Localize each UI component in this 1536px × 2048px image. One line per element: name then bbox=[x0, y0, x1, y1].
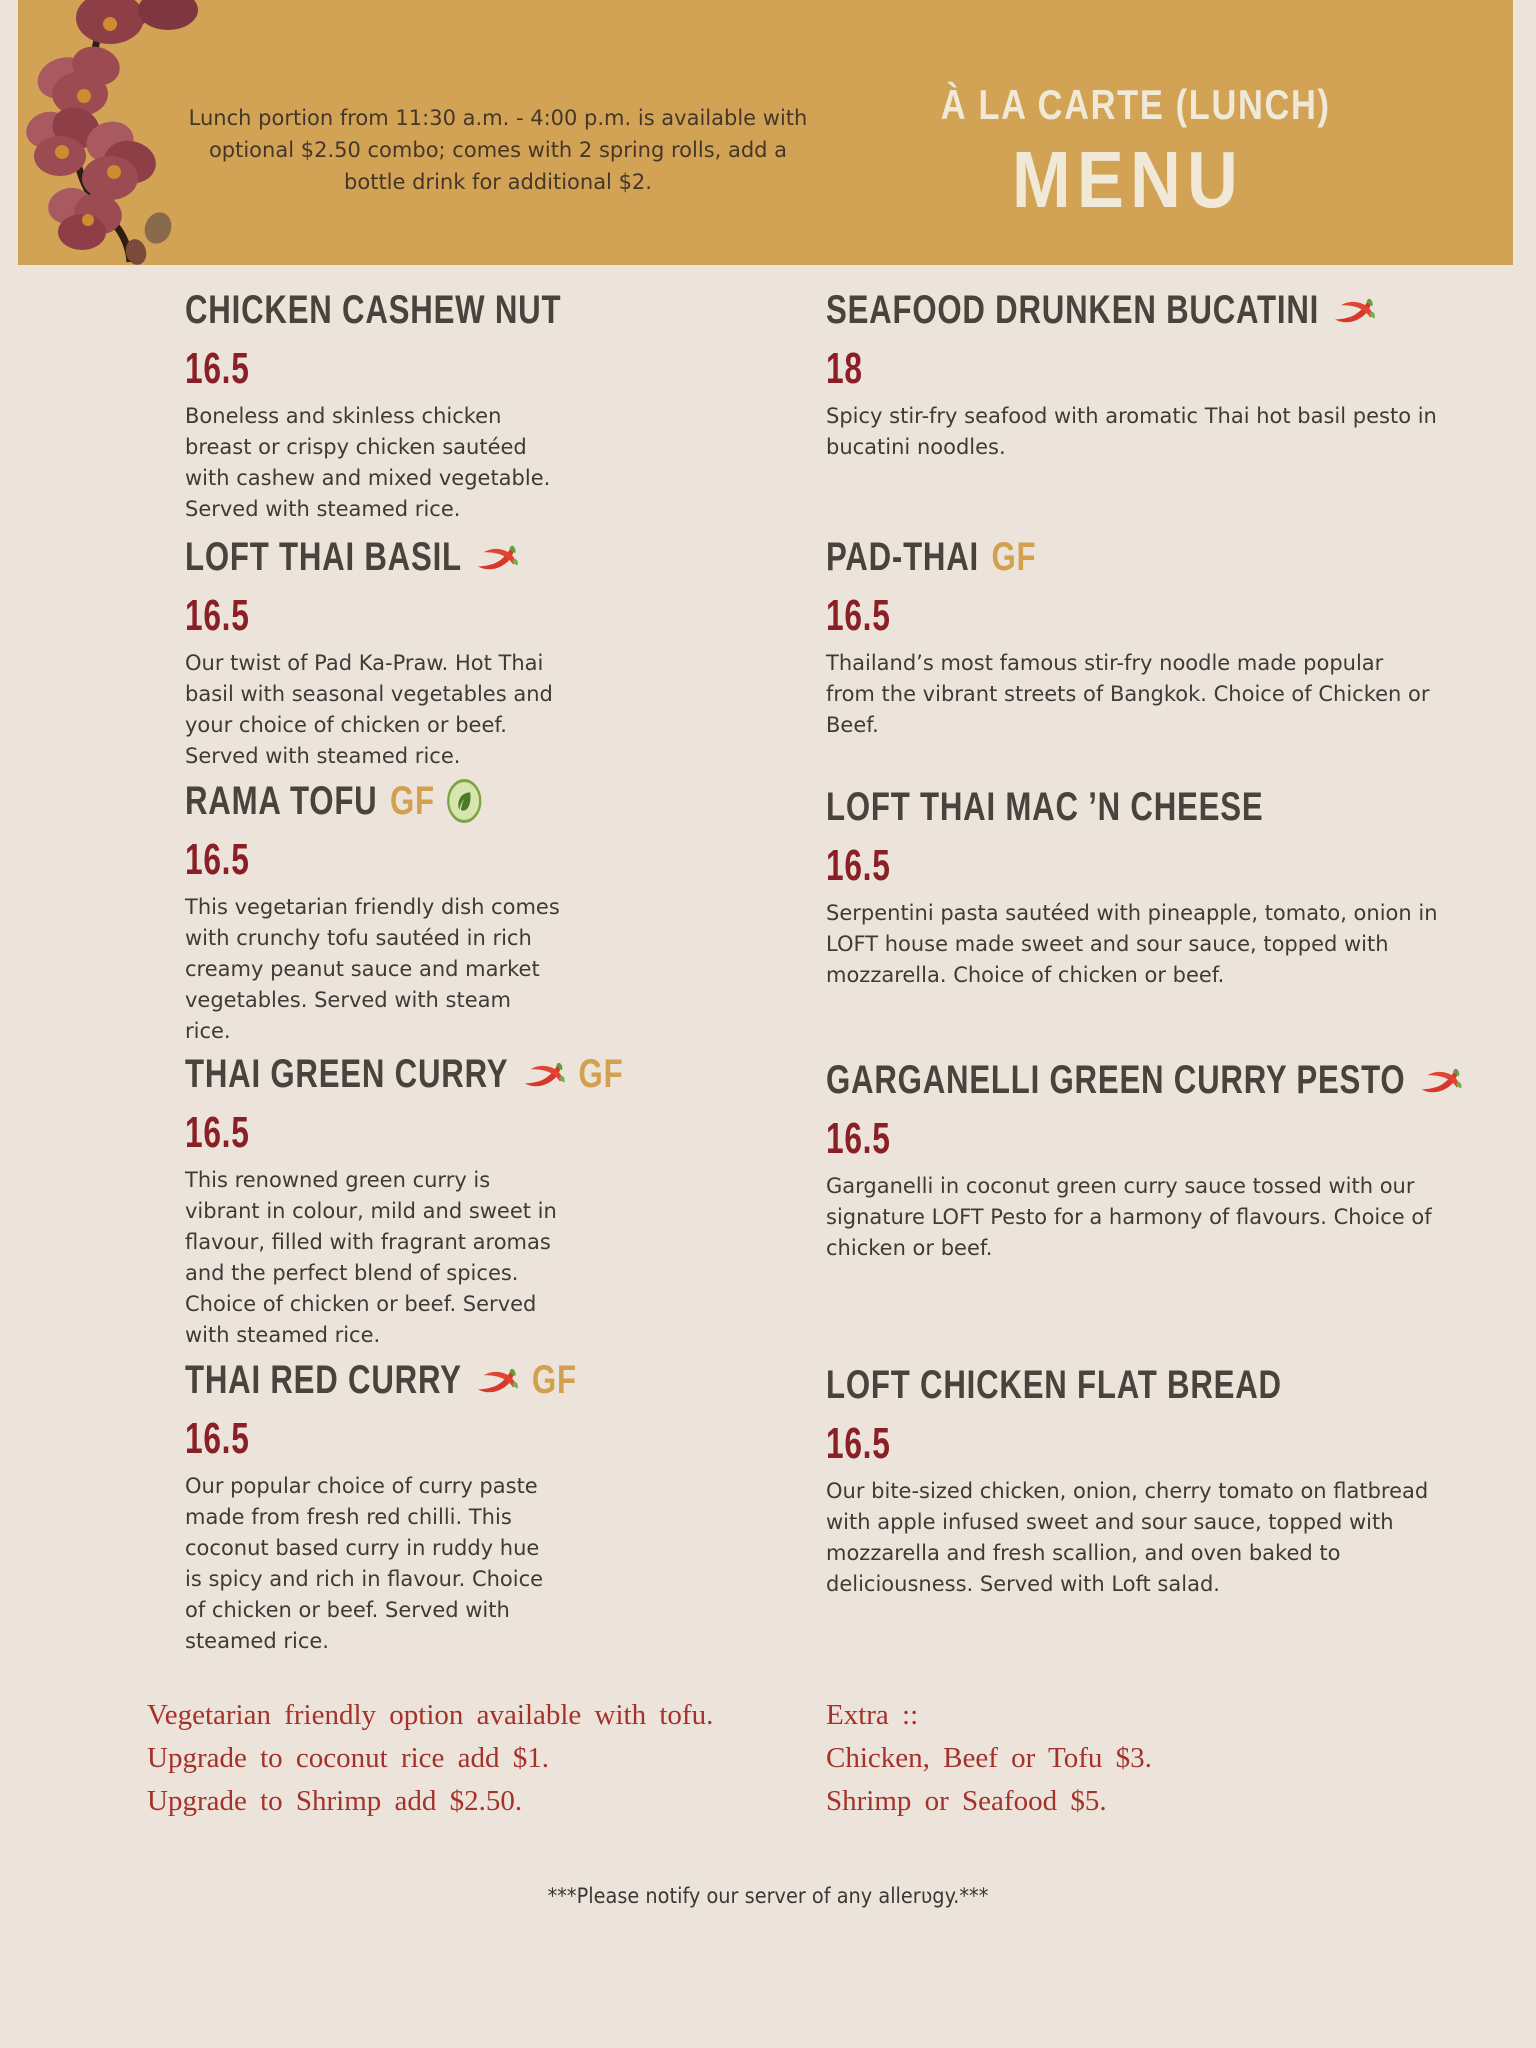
dish-name: THAI RED CURRY bbox=[185, 1357, 462, 1402]
dish-price: 16.5 bbox=[826, 1419, 891, 1468]
dish-heading bbox=[185, 1049, 669, 1099]
menu-item bbox=[185, 1355, 805, 1657]
dish-price: 16.5 bbox=[826, 591, 891, 640]
chili-icon bbox=[474, 541, 519, 573]
dish-price: 16.5 bbox=[185, 1108, 250, 1157]
dish-price: 16.5 bbox=[185, 835, 250, 884]
footnote-line: Upgrade to Shrimp add $2.50. bbox=[147, 1785, 523, 1817]
gf-badge: GF bbox=[531, 1357, 577, 1402]
dish-name: CHICKEN CASHEW NUT bbox=[185, 287, 562, 332]
dish-description: This vegetarian friendly dish comes with crunchy tofu sautéed in rich creamy peanut sauce and market vegetables. Served with steam rice. bbox=[185, 895, 560, 1043]
dish-description: Serpentini pasta sautéed with pineapple, tomato, onion in LOFT house made sweet and sour sauce, topped with mozzarella. Choice of chicken or beef. bbox=[826, 901, 1438, 987]
footnote-line: Upgrade to coconut rice add $1. bbox=[147, 1742, 550, 1774]
menu-item bbox=[185, 776, 805, 1047]
dish-price: 18 bbox=[826, 344, 863, 393]
dish-description: Our twist of Pad Ka-Praw. Hot Thai basil with seasonal vegetables and your choice of chicken or beef. Served with steamed rice. bbox=[185, 651, 553, 768]
dish-name: LOFT CHICKEN FLAT BREAD bbox=[826, 1362, 1282, 1407]
dish-heading bbox=[185, 532, 669, 582]
menu-item bbox=[826, 285, 1526, 463]
dish-price: 16.5 bbox=[826, 841, 891, 890]
dish-description: Garganelli in coconut green curry sauce tossed with our signature LOFT Pesto for a harmony of flavours. Choice of chicken or beef. bbox=[826, 1174, 1432, 1260]
dish-description: Spicy stir-fry seafood with aromatic Thai hot basil pesto in bucatini noodles. bbox=[826, 404, 1437, 459]
dish-name: LOFT THAI BASIL bbox=[185, 534, 462, 579]
dish-price: 16.5 bbox=[185, 591, 250, 640]
dish-heading bbox=[185, 1355, 669, 1405]
menu-title-word: MENU bbox=[1012, 135, 1244, 224]
dish-description: Thailand’s most famous stir-fry noodle made popular from the vibrant streets of Bangkok. Choice of Chicken or Beef. bbox=[826, 651, 1430, 737]
dish-description: This renowned green curry is vibrant in colour, mild and sweet in flavour, filled with fragrant aromas and the perfect blend of spices. Choice of chicken or beef. Served with steamed rice. bbox=[185, 1168, 557, 1347]
dish-name: GARGANELLI GREEN CURRY PESTO bbox=[826, 1057, 1406, 1102]
footnote-line: Chicken, Beef or Tofu $3. bbox=[826, 1742, 1152, 1774]
banner bbox=[18, 0, 1513, 265]
menu-item bbox=[185, 285, 805, 525]
menu-item bbox=[826, 1360, 1526, 1600]
chili-icon bbox=[474, 1364, 519, 1396]
menu-item bbox=[185, 532, 805, 772]
dish-heading bbox=[185, 285, 669, 335]
dish-heading bbox=[826, 782, 1372, 832]
gf-badge: GF bbox=[578, 1051, 624, 1096]
menu-item bbox=[826, 1055, 1526, 1264]
dish-name: SEAFOOD DRUNKEN BUCATINI bbox=[826, 287, 1320, 332]
banner-note: Lunch portion from 11:30 a.m. - 4:00 p.m. is available with optional $2.50 combo; comes with 2 spring rolls, add a bottle drink for additional $2. bbox=[188, 106, 808, 194]
dish-name: THAI GREEN CURRY bbox=[185, 1051, 509, 1096]
dish-description: Our bite-sized chicken, onion, cherry tomato on flatbread with apple infused sweet and sour sauce, topped with mozzarella and fresh scallion, and oven baked to deliciousness. Served with Loft salad. bbox=[826, 1479, 1429, 1596]
chili-icon bbox=[1332, 294, 1377, 326]
footnote-line: Shrimp or Seafood $5. bbox=[826, 1785, 1107, 1817]
dish-description: Boneless and skinless chicken breast or crispy chicken sautéed with cashew and mixed vegetable. Served with steamed rice. bbox=[185, 404, 551, 521]
dish-heading bbox=[185, 776, 669, 826]
leaf-icon bbox=[447, 779, 481, 823]
footnote-right bbox=[826, 1694, 1386, 1823]
dish-price: 16.5 bbox=[826, 1114, 891, 1163]
menu-item bbox=[185, 1049, 805, 1351]
allergy-note: ***Please notify our server of any allerʋgy.*** bbox=[547, 1884, 989, 1908]
gf-badge: GF bbox=[389, 778, 435, 823]
menu-title-line: À LA CARTE (LUNCH) bbox=[940, 81, 1331, 128]
dish-description: Our popular choice of curry paste made from fresh red chilli. This coconut based curry in ruddy hue is spicy and rich in flavour. Choice of chicken or beef. Served with steamed rice. bbox=[185, 1474, 544, 1653]
menu-item bbox=[826, 782, 1526, 991]
gf-badge: GF bbox=[991, 534, 1037, 579]
chili-icon bbox=[521, 1058, 566, 1090]
menu-title bbox=[898, 78, 1358, 222]
dish-heading bbox=[826, 285, 1372, 335]
dish-heading bbox=[826, 532, 1372, 582]
dish-name: LOFT THAI MAC ’N CHEESE bbox=[826, 784, 1264, 829]
dish-heading bbox=[826, 1360, 1372, 1410]
footnote-line: Extra :: bbox=[826, 1699, 919, 1731]
dish-price: 16.5 bbox=[185, 344, 250, 393]
dish-name: PAD-THAI bbox=[826, 534, 979, 579]
footnote-line: Vegetarian friendly option available with tofu. bbox=[147, 1699, 714, 1731]
dish-price: 16.5 bbox=[185, 1414, 250, 1463]
chili-icon bbox=[1418, 1064, 1463, 1096]
footnote-left bbox=[147, 1694, 787, 1823]
dish-heading bbox=[826, 1055, 1406, 1105]
menu-item bbox=[826, 532, 1526, 741]
dish-name: RAMA TOFU bbox=[185, 778, 378, 823]
